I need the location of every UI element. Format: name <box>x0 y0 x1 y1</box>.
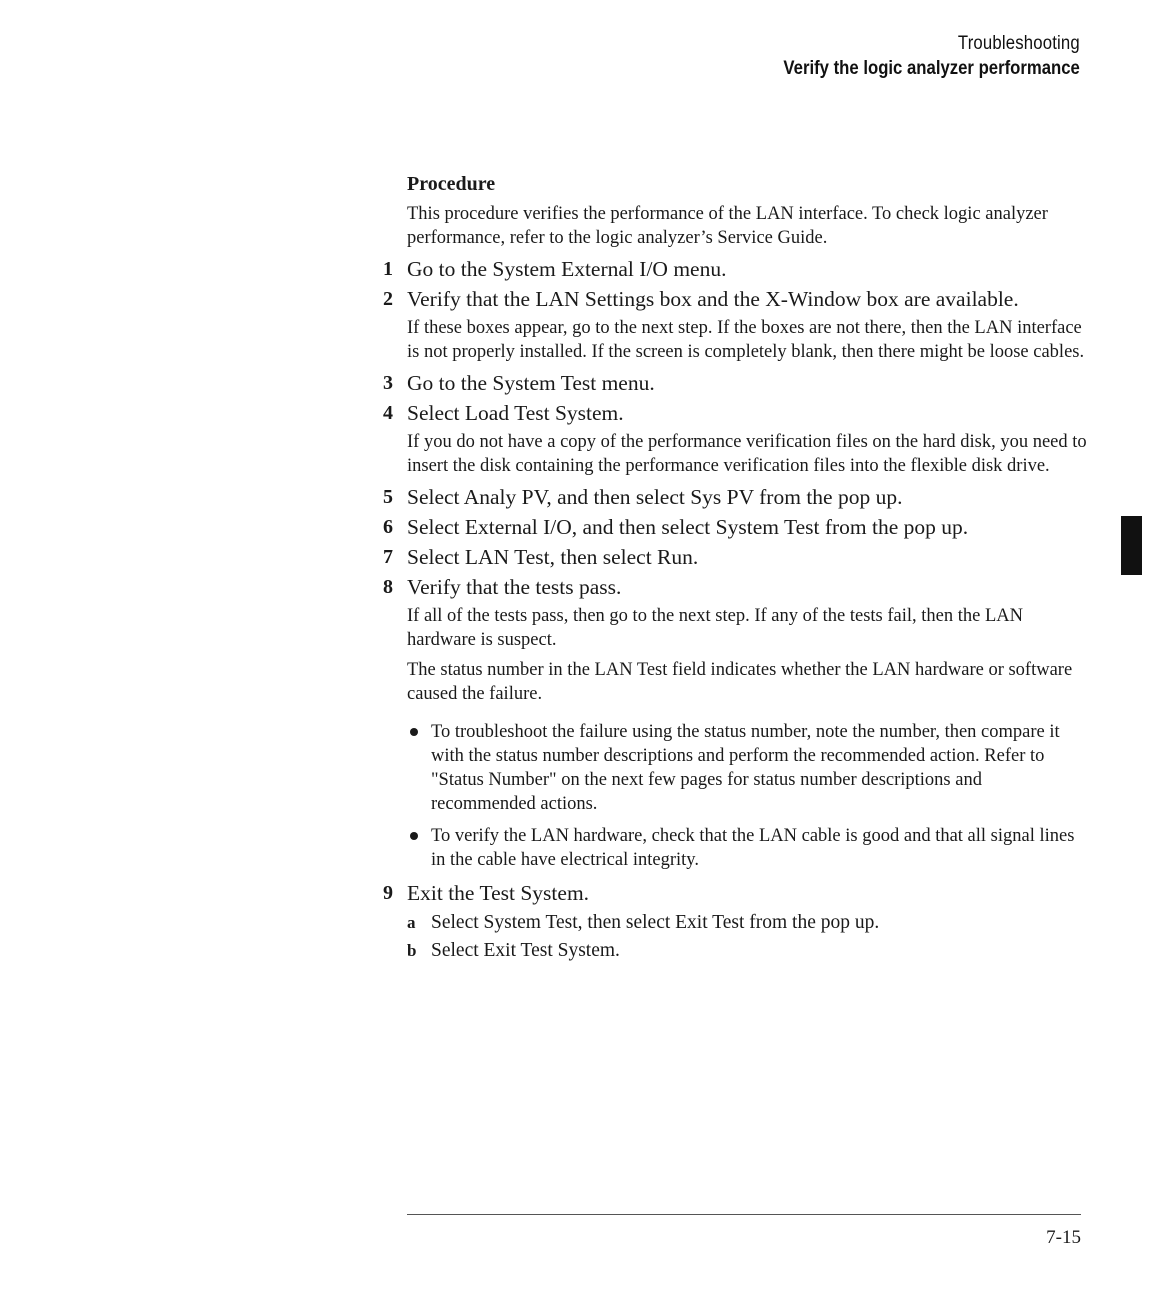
bullet-item <box>407 720 1087 816</box>
step-text: Select External I/O, and then select System Test from the pop up. <box>407 515 969 539</box>
step-9 <box>383 880 1087 906</box>
chapter-thumb-tab <box>1121 516 1142 575</box>
bullet-icon <box>410 728 418 736</box>
step-text: Select Analy PV, and then select Sys PV from the pop up. <box>407 485 903 509</box>
step-6 <box>383 514 1087 540</box>
section-title: Troubleshooting <box>958 33 1080 54</box>
step-text: Go to the System Test menu. <box>407 371 655 395</box>
bullet-icon <box>410 832 418 840</box>
step-note: If these boxes appear, go to the next step. If the boxes are not there, then the LAN interface is not properly installed. If the screen is completely blank, then there might be loose cables. <box>407 318 1085 362</box>
step-number: 5 <box>383 486 393 508</box>
step-1 <box>383 256 1087 282</box>
procedure-heading: Procedure <box>407 173 496 195</box>
step-number: 4 <box>383 402 393 424</box>
step-text: Go to the System External I/O menu. <box>407 257 727 281</box>
page-number: 7-15 <box>1046 1227 1081 1248</box>
procedure-content <box>383 172 1087 966</box>
step-4 <box>383 400 1087 426</box>
substep-b <box>407 938 1087 964</box>
step-note: If you do not have a copy of the performance verification files on the hard disk, you need to insert the disk containing the performance verification files into the flexible disk drive. <box>407 432 1087 476</box>
step-note: If all of the tests pass, then go to the next step. If any of the tests fail, then the LAN hardware is suspect. <box>407 606 1024 650</box>
step-3 <box>383 370 1087 396</box>
step-5 <box>383 484 1087 510</box>
bullet-text: To troubleshoot the failure using the status number, note the number, then compare it with the status number descriptions and perform the recommended action. Refer to "Status Number" on the next few pages for status number descriptions and recommended actions. <box>431 722 1060 814</box>
step-text: Verify that the LAN Settings box and the X-Window box are available. <box>407 287 1019 311</box>
running-header <box>743 32 1080 82</box>
step-number: 6 <box>383 516 393 538</box>
footer-divider <box>407 1214 1081 1215</box>
bullet-text: To verify the LAN hardware, check that the LAN cable is good and that all signal lines in the cable have electrical integrity. <box>431 826 1075 870</box>
step-text: Verify that the tests pass. <box>407 575 622 599</box>
step-number: 3 <box>383 372 393 394</box>
procedure-intro: This procedure verifies the performance of the LAN interface. To check logic analyzer performance, refer to the logic analyzer’s Service Guide. <box>407 204 1048 248</box>
step-text: Select Load Test System. <box>407 401 624 425</box>
step-number: 2 <box>383 288 393 310</box>
substep-text: Select System Test, then select Exit Test from the pop up. <box>431 912 880 933</box>
step-note: The status number in the LAN Test field indicates whether the LAN hardware or software caused the failure. <box>407 660 1073 704</box>
step-number: 8 <box>383 576 393 598</box>
substep-letter: b <box>407 941 417 960</box>
step-7 <box>383 544 1087 570</box>
step-2 <box>383 286 1087 312</box>
substep-text: Select Exit Test System. <box>431 940 620 961</box>
subsection-title: Verify the logic analyzer performance <box>783 58 1080 79</box>
substep-letter: a <box>407 913 416 932</box>
step-text: Select LAN Test, then select Run. <box>407 545 699 569</box>
substep-a <box>407 910 1087 936</box>
step-text: Exit the Test System. <box>407 881 590 905</box>
step-number: 1 <box>383 258 393 280</box>
step-number: 7 <box>383 546 393 568</box>
step-8 <box>383 574 1087 600</box>
bullet-item <box>407 824 1087 872</box>
step-number: 9 <box>383 882 393 904</box>
